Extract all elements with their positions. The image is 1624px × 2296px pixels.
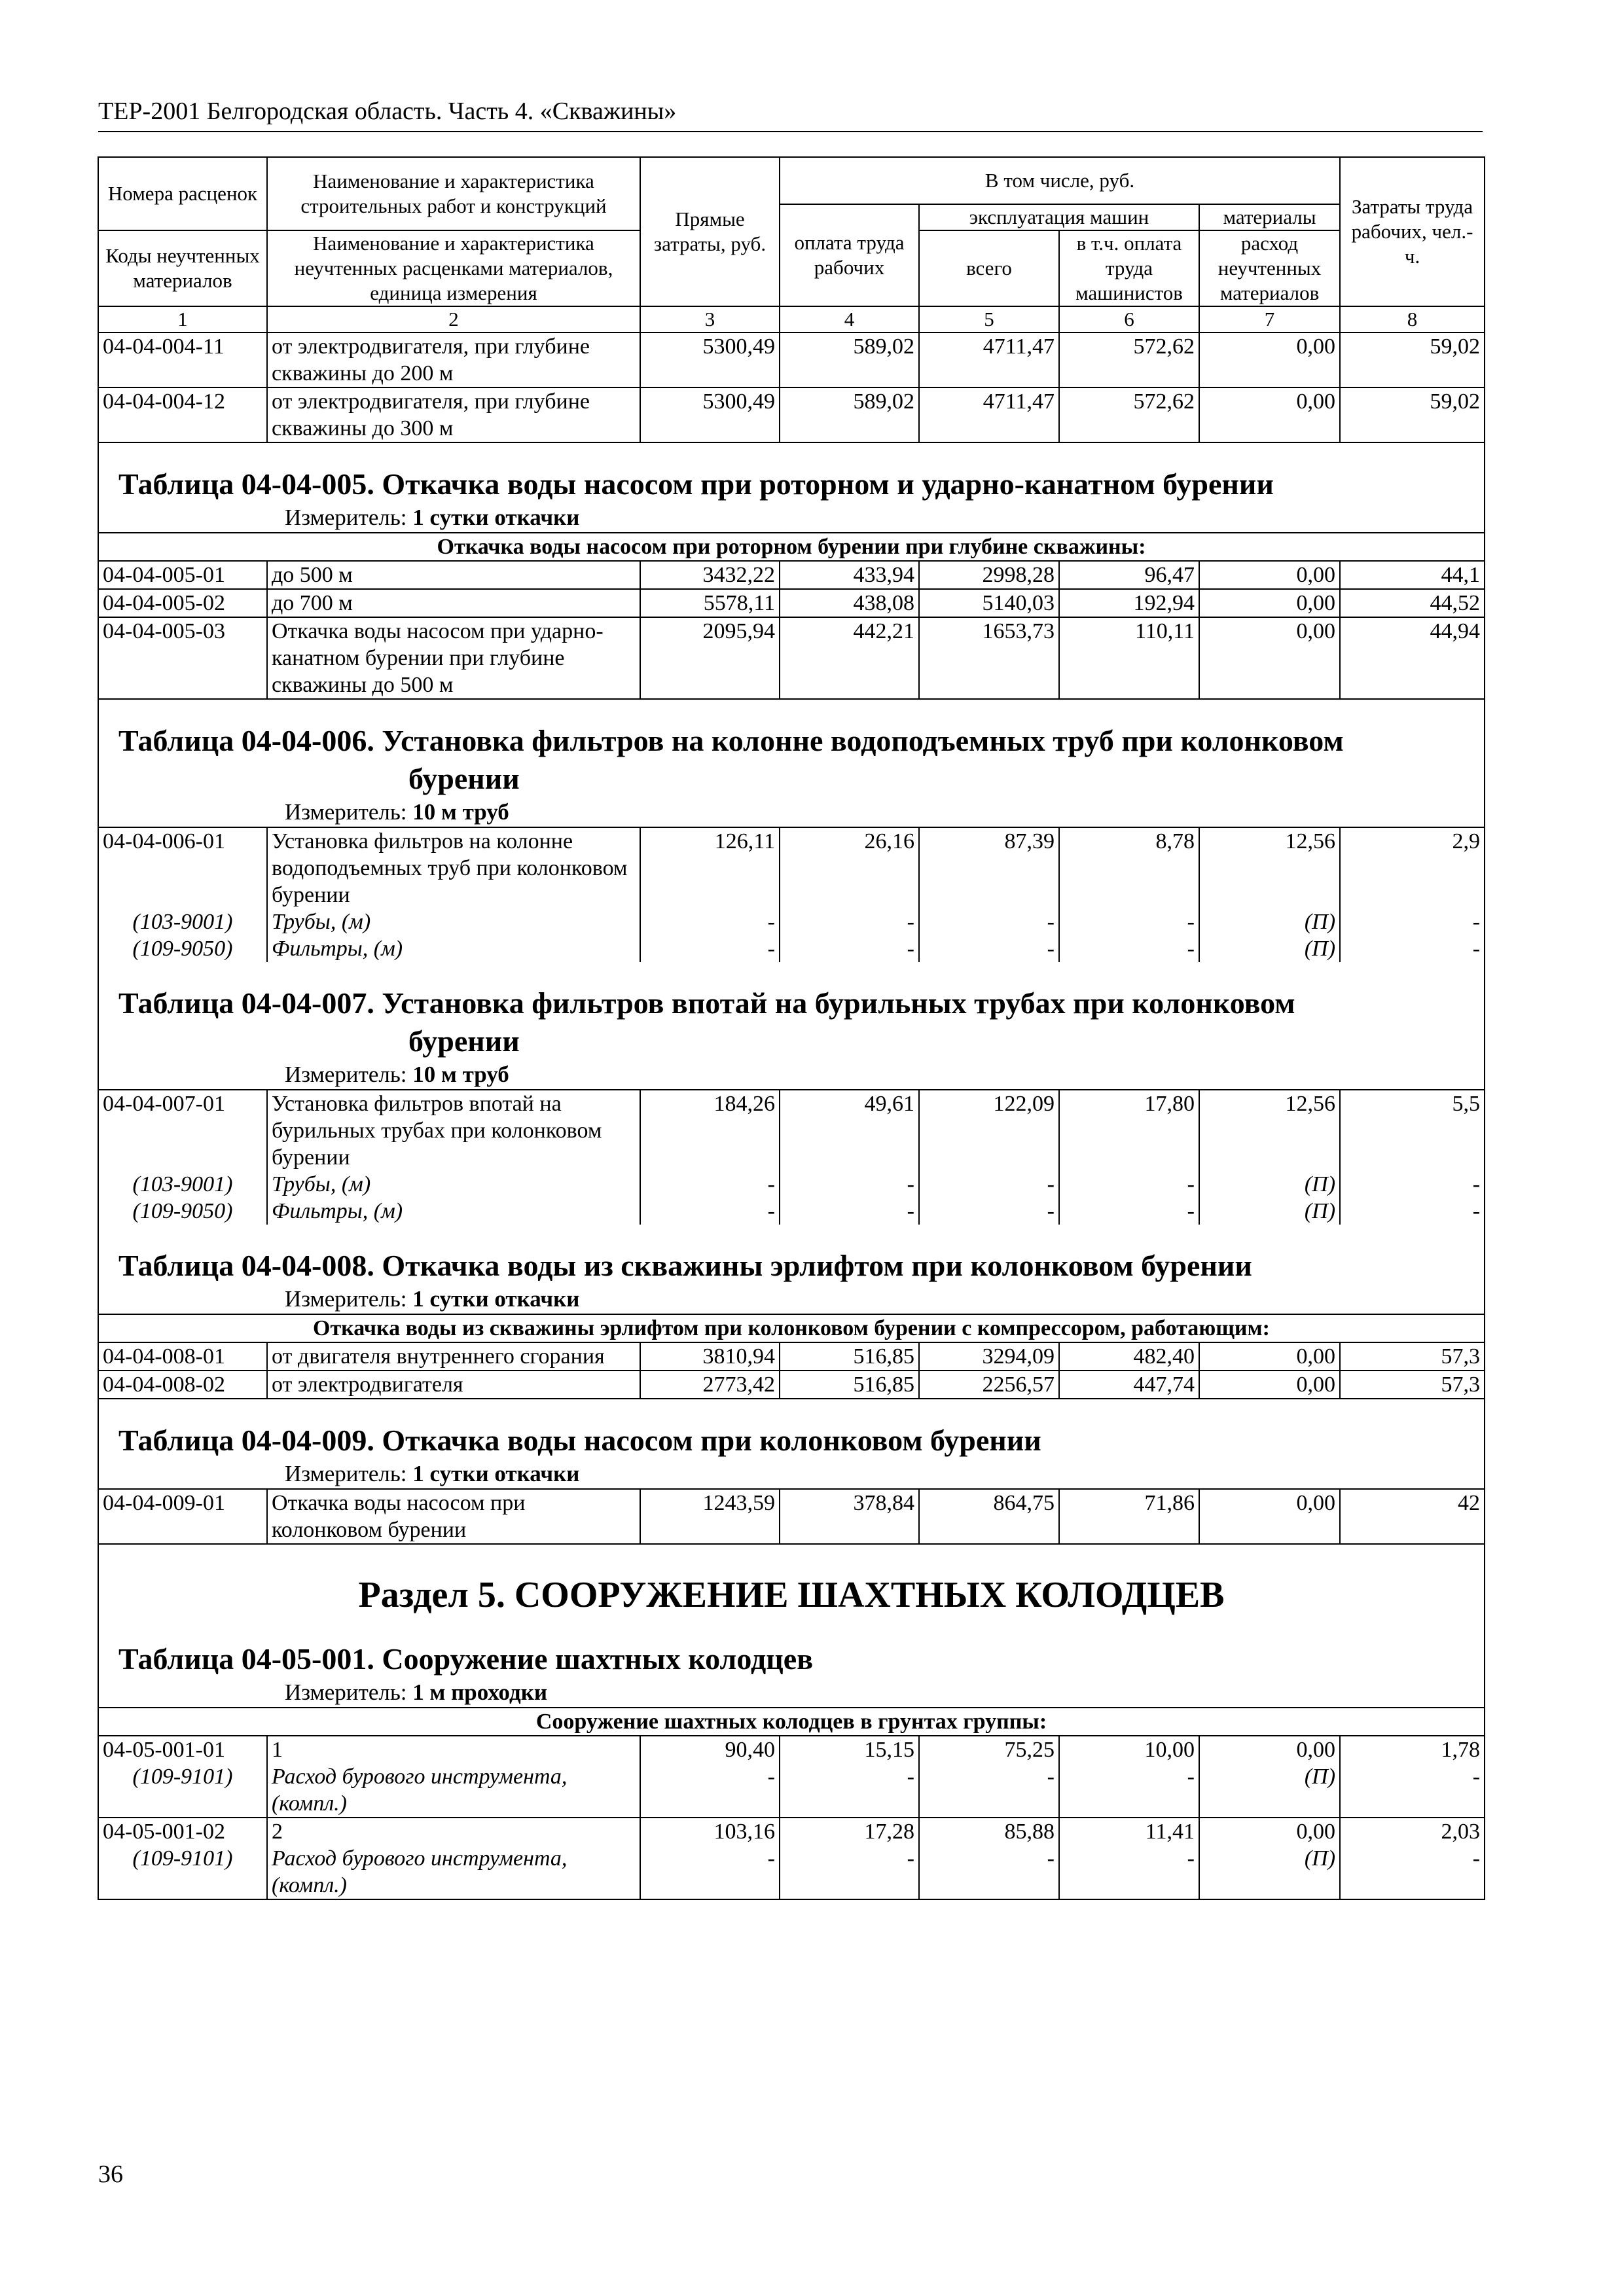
rate-value: 42 [1340, 1489, 1485, 1544]
rate-value: 122,09 [919, 1090, 1059, 1171]
rate-value: 0,00 [1199, 1489, 1340, 1544]
measure-unit [103, 1460, 1480, 1488]
rate-value: 2095,94 [640, 617, 780, 699]
rate-value: 1,78 [1340, 1736, 1485, 1763]
rate-code: 04-04-008-02 [98, 1371, 267, 1399]
material-value: - [919, 1171, 1059, 1198]
table-row [98, 1489, 1485, 1544]
rate-value: 447,74 [1059, 1371, 1199, 1399]
column-number: 1 [98, 306, 267, 332]
rate-code: 04-04-006-01 [98, 827, 267, 908]
rate-value: 589,02 [780, 332, 919, 387]
material-name: Расход бурового инструмента, (компл.) [267, 1763, 640, 1818]
rate-name: от электродвигателя, при глубине скважины до 200 м [267, 332, 640, 387]
rate-name: Откачка воды насосом при ударно-канатном бурении при глубине скважины до 500 м [267, 617, 640, 699]
table-title-cell [98, 1399, 1485, 1489]
rate-value: 1243,59 [640, 1489, 780, 1544]
group-row [98, 533, 1485, 561]
table-row [98, 387, 1485, 442]
column-numbers-row [98, 306, 1485, 332]
rate-value: 59,02 [1340, 387, 1485, 442]
rate-value: 0,00 [1199, 387, 1340, 442]
rate-value: 57,3 [1340, 1371, 1485, 1399]
table-title-text: Таблица 04-04-009. Откачка воды насосом при колонковом бурении [118, 1424, 1041, 1457]
column-number: 8 [1340, 306, 1485, 332]
rate-value: 2,9 [1340, 827, 1485, 908]
rate-value: 110,11 [1059, 617, 1199, 699]
material-value: - [919, 1845, 1059, 1899]
measure-label: Измеритель: [285, 505, 407, 530]
material-name: Расход бурового инструмента, (компл.) [267, 1845, 640, 1899]
rate-value: 864,75 [919, 1489, 1059, 1544]
material-value: (П) [1199, 1845, 1340, 1899]
measure-value: 10 м труб [412, 799, 509, 825]
table-title-continuation: бурении [408, 762, 520, 795]
rate-value: 44,52 [1340, 589, 1485, 617]
material-code: (103-9001) [98, 908, 267, 935]
rate-code: 04-04-007-01 [98, 1090, 267, 1171]
header-machinist-pay: в т.ч. оплата труда машинистов [1059, 230, 1199, 306]
rate-value: 126,11 [640, 827, 780, 908]
material-value: (П) [1199, 908, 1340, 935]
rate-name: 2 [267, 1818, 640, 1845]
rate-value: 17,28 [780, 1818, 919, 1845]
section-row [98, 1544, 1485, 1618]
rate-name: от электродвигателя, при глубине скважины до 300 м [267, 387, 640, 442]
rate-value: 96,47 [1059, 561, 1199, 589]
rate-value: 44,94 [1340, 617, 1485, 699]
rate-value: 0,00 [1199, 1736, 1340, 1763]
rate-value: 49,61 [780, 1090, 919, 1171]
measure-unit [103, 1060, 1480, 1089]
rate-value: 17,80 [1059, 1090, 1199, 1171]
table-row [98, 1371, 1485, 1399]
table-title [103, 700, 1480, 798]
rate-name: 1 [267, 1736, 640, 1763]
table-title-text: Таблица 04-04-006. Установка фильтров на колонне водоподъемных труб при колонковом [118, 724, 1344, 757]
material-value: - [1340, 1198, 1485, 1225]
rate-value: 103,16 [640, 1818, 780, 1845]
rate-value: 2998,28 [919, 561, 1059, 589]
material-row [98, 1845, 1485, 1899]
rate-value: 0,00 [1199, 332, 1340, 387]
measure-value: 1 сутки откачки [412, 1286, 580, 1312]
rate-value: 0,00 [1199, 617, 1340, 699]
group-row [98, 1708, 1485, 1736]
measure-label: Измеритель: [285, 799, 407, 825]
rate-code: 04-04-005-01 [98, 561, 267, 589]
rate-code: 04-04-005-03 [98, 617, 267, 699]
measure-label: Измеритель: [285, 1062, 407, 1087]
table-row [98, 589, 1485, 617]
measure-value: 1 м проходки [412, 1679, 548, 1705]
material-code: (109-9050) [98, 935, 267, 962]
material-value: - [1059, 1198, 1199, 1225]
rate-value: 192,94 [1059, 589, 1199, 617]
rate-value: 8,78 [1059, 827, 1199, 908]
rate-value: 11,41 [1059, 1818, 1199, 1845]
table-row [98, 332, 1485, 387]
table-title-row [98, 1399, 1485, 1489]
group-heading: Откачка воды из скважины эрлифтом при колонковом бурении с компрессором, работающим: [98, 1314, 1485, 1342]
measure-unit [103, 1285, 1480, 1314]
material-name: Трубы, (м) [267, 908, 640, 935]
material-value: - [640, 1763, 780, 1818]
rate-value: 57,3 [1340, 1342, 1485, 1371]
material-name: Трубы, (м) [267, 1171, 640, 1198]
rate-value: 4711,47 [919, 387, 1059, 442]
table-row [98, 1818, 1485, 1845]
rate-value: 4711,47 [919, 332, 1059, 387]
rate-value: 3810,94 [640, 1342, 780, 1371]
rate-code: 04-05-001-02 [98, 1818, 267, 1845]
rate-value: 15,15 [780, 1736, 919, 1763]
rate-value: 589,02 [780, 387, 919, 442]
measure-label: Измеритель: [285, 1679, 407, 1705]
measure-unit [103, 798, 1480, 827]
rate-value: 3432,22 [640, 561, 780, 589]
table-title [103, 1225, 1480, 1285]
measure-unit [103, 503, 1480, 532]
header-including: В том числе, руб. [780, 157, 1340, 204]
rate-name: Установка фильтров впотай на бурильных трубах при колонковом бурении [267, 1090, 640, 1171]
table-title-cell [98, 1618, 1485, 1708]
material-row [98, 1763, 1485, 1818]
rate-value: 0,00 [1199, 589, 1340, 617]
table-row [98, 1736, 1485, 1763]
rate-value: 10,00 [1059, 1736, 1199, 1763]
page-header: ТЕР-2001 Белгородская область. Часть 4. «Скважины» [98, 96, 1483, 132]
material-value: - [640, 935, 780, 962]
rate-value: 0,00 [1199, 561, 1340, 589]
column-number: 3 [640, 306, 780, 332]
material-value: - [1340, 1845, 1485, 1899]
material-value: - [1059, 908, 1199, 935]
material-value: - [780, 1845, 919, 1899]
table-title-text: Таблица 04-04-007. Установка фильтров впотай на бурильных трубах при колонковом [118, 986, 1295, 1020]
table-title-row [98, 699, 1485, 827]
table-title-continuation: бурении [408, 1024, 520, 1058]
group-heading: Сооружение шахтных колодцев в грунтах группы: [98, 1708, 1485, 1736]
page-number: 36 [98, 2161, 123, 2188]
rates-table-container [98, 156, 1485, 1900]
material-value: - [919, 908, 1059, 935]
measure-label: Измеритель: [285, 1461, 407, 1486]
rate-value: 1653,73 [919, 617, 1059, 699]
measure-value: 1 сутки откачки [412, 1461, 580, 1486]
rate-value: 572,62 [1059, 387, 1199, 442]
table-row [98, 617, 1485, 699]
column-number: 5 [919, 306, 1059, 332]
material-value: (П) [1199, 1763, 1340, 1818]
rate-value: 75,25 [919, 1736, 1059, 1763]
table-title-cell [98, 699, 1485, 827]
material-value: - [1340, 1763, 1485, 1818]
rate-code: 04-04-005-02 [98, 589, 267, 617]
table-body [98, 332, 1485, 1899]
rate-name: до 700 м [267, 589, 640, 617]
rate-value: 2256,57 [919, 1371, 1059, 1399]
table-title-text: Таблица 04-05-001. Сооружение шахтных колодцев [118, 1642, 814, 1676]
group-heading: Откачка воды насосом при роторном бурении при глубине скважины: [98, 533, 1485, 561]
rate-value: 3294,09 [919, 1342, 1059, 1371]
header-direct-costs: Прямые затраты, руб. [640, 157, 780, 306]
section-title: Раздел 5. СООРУЖЕНИЕ ШАХТНЫХ КОЛОДЦЕВ [358, 1575, 1225, 1615]
material-row [98, 935, 1485, 962]
material-value: - [640, 1171, 780, 1198]
rate-name: Откачка воды насосом при колонковом бурении [267, 1489, 640, 1544]
material-code: (109-9101) [98, 1763, 267, 1818]
material-name: Фильтры, (м) [267, 935, 640, 962]
rate-value: 5578,11 [640, 589, 780, 617]
material-value: - [780, 1198, 919, 1225]
header-worker-pay: оплата труда рабочих [780, 204, 919, 306]
rate-code: 04-05-001-01 [98, 1736, 267, 1763]
table-row [98, 561, 1485, 589]
section-title-cell [98, 1544, 1485, 1618]
column-number: 2 [267, 306, 640, 332]
material-value: - [1059, 1171, 1199, 1198]
rate-value: 0,00 [1199, 1342, 1340, 1371]
rate-code: 04-04-004-12 [98, 387, 267, 442]
table-title-text: Таблица 04-04-008. Откачка воды из скважины эрлифтом при колонковом бурении [118, 1249, 1252, 1282]
rate-value: 5300,49 [640, 332, 780, 387]
material-value: - [1059, 1845, 1199, 1899]
header-material-codes: Коды неучтенных материалов [98, 230, 267, 306]
rate-value: 2773,42 [640, 1371, 780, 1399]
header-work-name: Наименование и характеристика строительных работ и конструкций [267, 157, 640, 230]
material-value: - [1340, 935, 1485, 962]
material-name: Фильтры, (м) [267, 1198, 640, 1225]
rate-value: 0,00 [1199, 1371, 1340, 1399]
rate-value: 44,1 [1340, 561, 1485, 589]
rate-value: 87,39 [919, 827, 1059, 908]
rate-code: 04-04-009-01 [98, 1489, 267, 1544]
rate-value: 482,40 [1059, 1342, 1199, 1371]
table-header [98, 157, 1485, 332]
rate-value: 12,56 [1199, 1090, 1340, 1171]
rate-name: Установка фильтров на колонне водоподъемных труб при колонковом бурении [267, 827, 640, 908]
material-value: - [780, 908, 919, 935]
material-code: (109-9050) [98, 1198, 267, 1225]
material-value: - [1059, 1763, 1199, 1818]
table-title-row [98, 1618, 1485, 1708]
header-rate-number: Номера расценок [98, 157, 267, 230]
material-value: (П) [1199, 1171, 1340, 1198]
rate-value: 516,85 [780, 1371, 919, 1399]
measure-value: 1 сутки откачки [412, 505, 580, 530]
rate-value: 59,02 [1340, 332, 1485, 387]
material-value: - [640, 1198, 780, 1225]
column-number: 6 [1059, 306, 1199, 332]
material-value: - [919, 1198, 1059, 1225]
table-title-row [98, 442, 1485, 533]
rate-name: до 500 м [267, 561, 640, 589]
table-row [98, 1090, 1485, 1171]
material-value: - [919, 935, 1059, 962]
header-machines: эксплуатация машин [919, 204, 1199, 230]
material-value: - [640, 908, 780, 935]
measure-unit [103, 1678, 1480, 1707]
table-title [103, 443, 1480, 503]
table-title-row [98, 1225, 1485, 1314]
rate-value: 12,56 [1199, 827, 1340, 908]
rate-value: 2,03 [1340, 1818, 1485, 1845]
material-code: (109-9101) [98, 1845, 267, 1899]
rate-code: 04-04-004-11 [98, 332, 267, 387]
header-material-usage: расход неучтенных материалов [1199, 230, 1340, 306]
rate-value: 442,21 [780, 617, 919, 699]
header-materials: материалы [1199, 204, 1340, 230]
header-material-names: Наименование и характеристика неучтенных расценками материалов, единица измерения [267, 230, 640, 306]
material-value: - [780, 1171, 919, 1198]
measure-label: Измеритель: [285, 1286, 407, 1312]
rate-value: 184,26 [640, 1090, 780, 1171]
rate-name: от двигателя внутреннего сгорания [267, 1342, 640, 1371]
rate-value: 0,00 [1199, 1818, 1340, 1845]
material-value: (П) [1199, 935, 1340, 962]
table-title [103, 1399, 1480, 1460]
rate-value: 85,88 [919, 1818, 1059, 1845]
table-title-cell [98, 1225, 1485, 1314]
rate-value: 71,86 [1059, 1489, 1199, 1544]
column-number: 7 [1199, 306, 1340, 332]
rate-value: 5300,49 [640, 387, 780, 442]
material-row [98, 908, 1485, 935]
rate-code: 04-04-008-01 [98, 1342, 267, 1371]
material-code: (103-9001) [98, 1171, 267, 1198]
group-row [98, 1314, 1485, 1342]
rate-value: 90,40 [640, 1736, 780, 1763]
rate-value: 26,16 [780, 827, 919, 908]
table-title-text: Таблица 04-04-005. Откачка воды насосом при роторном и ударно-канатном бурении [118, 467, 1274, 501]
header-labor-costs: Затраты труда рабочих, чел.-ч. [1340, 157, 1485, 306]
material-value: - [1340, 908, 1485, 935]
table-row [98, 827, 1485, 908]
column-number: 4 [780, 306, 919, 332]
material-value: - [1059, 935, 1199, 962]
rate-value: 572,62 [1059, 332, 1199, 387]
table-row [98, 1342, 1485, 1371]
material-value: - [780, 935, 919, 962]
rate-value: 378,84 [780, 1489, 919, 1544]
header-machines-total: всего [919, 230, 1059, 306]
material-value: (П) [1199, 1198, 1340, 1225]
material-row [98, 1198, 1485, 1225]
material-value: - [1340, 1171, 1485, 1198]
rate-name: от электродвигателя [267, 1371, 640, 1399]
material-row [98, 1171, 1485, 1198]
material-value: - [919, 1763, 1059, 1818]
rate-value: 5140,03 [919, 589, 1059, 617]
material-value: - [640, 1845, 780, 1899]
table-title-cell [98, 962, 1485, 1090]
rates-table [98, 156, 1485, 1900]
rate-value: 516,85 [780, 1342, 919, 1371]
table-title [103, 1618, 1480, 1678]
material-value: - [780, 1763, 919, 1818]
rate-value: 438,08 [780, 589, 919, 617]
rate-value: 433,94 [780, 561, 919, 589]
table-title-row [98, 962, 1485, 1090]
rate-value: 5,5 [1340, 1090, 1485, 1171]
table-title [103, 962, 1480, 1060]
table-title-cell [98, 442, 1485, 533]
measure-value: 10 м труб [412, 1062, 509, 1087]
